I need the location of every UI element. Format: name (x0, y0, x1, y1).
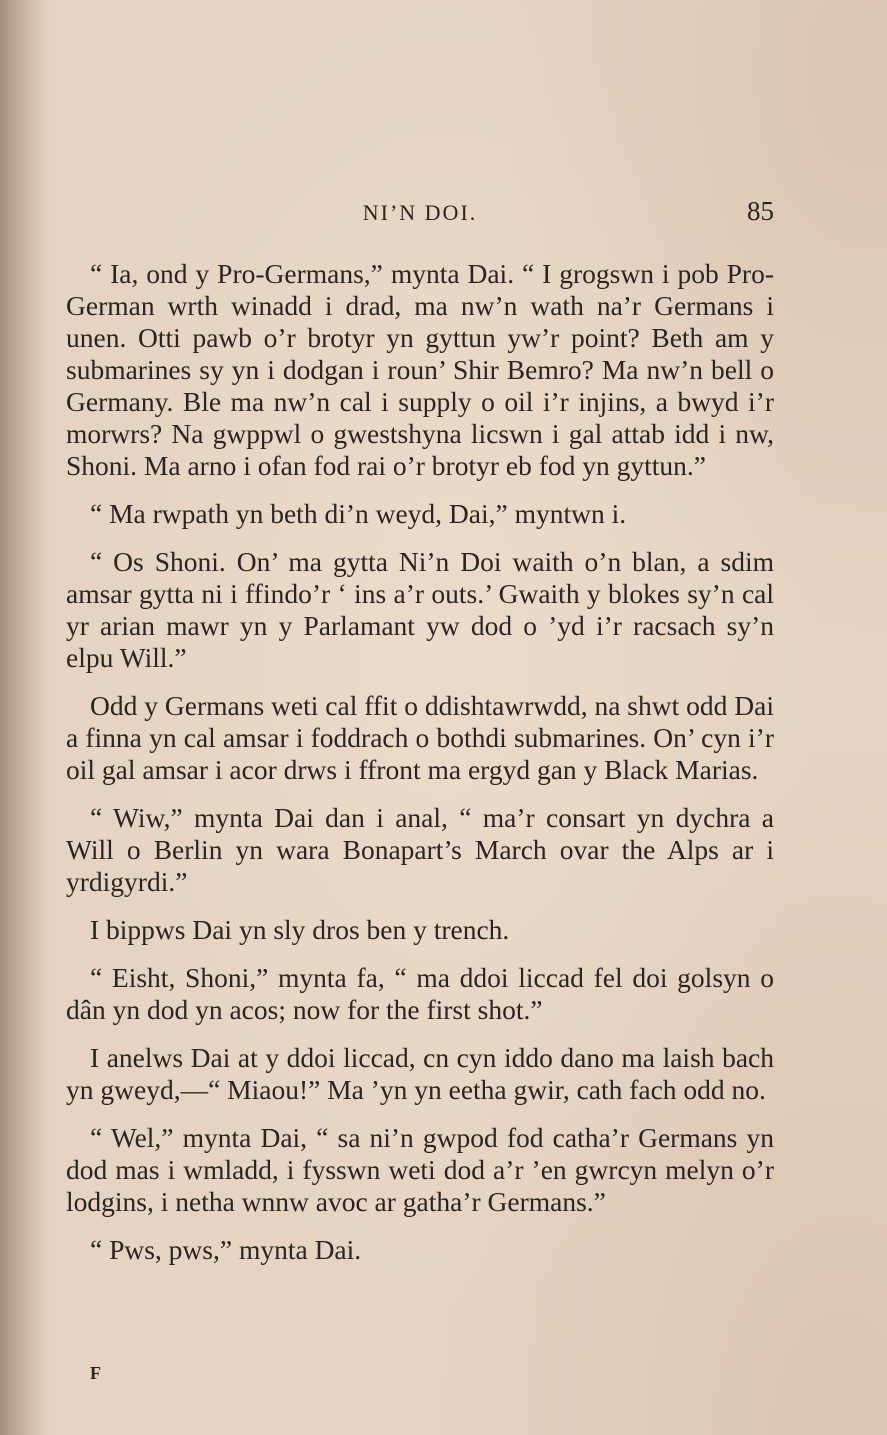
paragraph: “ Ia, ond y Pro-Germans,” mynta Dai. “ I grogswn i pob Pro-German wrth winadd i drad, ma nw’n wath na’r Germans i unen. Otti pawb o’r brotyr yn gyttun yw’r point? Beth am y submarines sy yn i dodgan i roun’ Shir Bemro? Ma nw’n bell o Germany. Ble ma nw’n cal i supply o oil i’r injins, a bwyd i’r morwrs? Na gwppwl o gwestshyna licswn i gal attab idd i nw, Shoni. Ma arno i ofan fod rai o’r brotyr eb fod yn gyttun.” (66, 258, 774, 481)
page-number: 85 (747, 196, 774, 226)
signature-mark: F (90, 1363, 101, 1383)
paragraph: I anelws Dai at y ddoi liccad, cn cyn iddo dano ma laish bach yn gweyd,—“ Miaou!” Ma ’yn yn eetha gwir, cath fach odd no. (66, 1042, 774, 1105)
paragraph: I bippws Dai yn sly dros ben y trench. (90, 914, 510, 945)
running-head: NI’N DOI. (362, 200, 478, 225)
paragraph: “ Os Shoni. On’ ma gytta Ni’n Doi waith o’n blan, a sdim amsar gytta ni i ffindo’r ‘ ins a’r outs.’ Gwaith y blokes sy’n cal yr arian mawr yn y Parlamant yw dod o ’yd i’r racsach sy’n elpu Will.” (66, 546, 774, 673)
paragraph: “ Ma rwpath yn beth di’n weyd, Dai,” myntwn i. (90, 498, 627, 529)
paragraph: “ Wel,” mynta Dai, “ sa ni’n gwpod fod catha’r Germans yn dod mas i wmladd, i fysswn weti dod a’r ’en gwrcyn melyn o’r lodgins, i netha wnnw avoc ar gatha’r Germans.” (66, 1122, 774, 1217)
paragraph: Odd y Germans weti cal ffit o ddishtawrwdd, na shwt odd Dai a finna yn cal amsar i foddrach o bothdi submarines. On’ cyn i’r oil gal amsar i acor drws i ffront ma ergyd gan y Black Marias. (66, 690, 774, 785)
paragraph: “ Wiw,” mynta Dai dan i anal, “ ma’r consart yn dychra a Will o Berlin yn wara Bonapart’s March ovar the Alps ar i yrdigyrdi.” (66, 802, 774, 897)
paragraph: “ Eisht, Shoni,” mynta fa, “ ma ddoi liccad fel doi golsyn o dân yn dod yn acos; now for the first shot.” (66, 962, 774, 1025)
body-text (66, 258, 774, 1266)
page-gutter-shadow (0, 0, 60, 1435)
book-page (66, 196, 774, 1282)
paragraph: “ Pws, pws,” mynta Dai. (90, 1234, 362, 1265)
page-header (66, 196, 774, 236)
